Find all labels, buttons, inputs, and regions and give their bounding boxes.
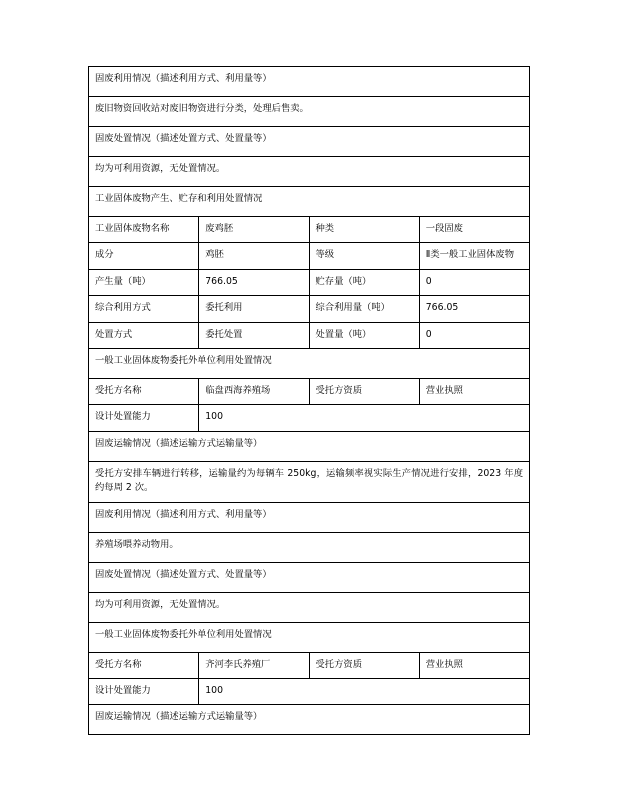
field-value: 0: [419, 322, 529, 348]
field-label: 设计处置能力: [89, 679, 199, 705]
table-row: [89, 67, 530, 97]
field-value: 临盘西海养殖场: [199, 379, 309, 405]
table-row: [89, 127, 530, 157]
field-value: 一段固废: [419, 217, 529, 243]
field-value: 766.05: [199, 269, 309, 295]
field-label: 综合利用量（吨）: [309, 296, 419, 322]
section-header: 固废运输情况（描述运输方式运输量等）: [89, 705, 530, 735]
field-label: 成分: [89, 243, 199, 269]
field-value: 0: [419, 269, 529, 295]
field-label: 处置方式: [89, 322, 199, 348]
table-row: [89, 405, 530, 431]
field-label: 等级: [309, 243, 419, 269]
field-label: 工业固体废物名称: [89, 217, 199, 243]
section-header: 固废利用情况（描述利用方式、利用量等）: [89, 67, 530, 97]
section-header: 固废运输情况（描述运输方式运输量等）: [89, 431, 530, 461]
field-value: 100: [199, 679, 530, 705]
table-row: [89, 243, 530, 269]
table-row: [89, 379, 530, 405]
table-row: [89, 296, 530, 322]
field-label: 受托方名称: [89, 652, 199, 678]
table-body: [89, 67, 530, 735]
table-row: [89, 217, 530, 243]
field-value: 齐河李氏养殖厂: [199, 652, 309, 678]
section-header: 固废处置情况（描述处置方式、处置量等）: [89, 562, 530, 592]
field-label: 受托方资质: [309, 379, 419, 405]
section-header: 固废利用情况（描述利用方式、利用量等）: [89, 502, 530, 532]
field-value: 委托处置: [199, 322, 309, 348]
table-row: [89, 157, 530, 187]
table-row: [89, 349, 530, 379]
field-value: 鸡胚: [199, 243, 309, 269]
table-row: [89, 431, 530, 461]
section-text: 均为可利用资源，无处置情况。: [89, 157, 530, 187]
section-header: 固废处置情况（描述处置方式、处置量等）: [89, 127, 530, 157]
field-label: 受托方名称: [89, 379, 199, 405]
section-header: 工业固体废物产生、贮存和利用处置情况: [89, 187, 530, 217]
section-paragraph: 受托方安排车辆进行转移，运输量约为每辆车 250kg，运输频率视实际生产情况进行安排，2023 年度 约每周 2 次。: [89, 461, 530, 502]
field-label: 设计处置能力: [89, 405, 199, 431]
section-header: 一般工业固体废物委托外单位利用处置情况: [89, 349, 530, 379]
field-value: Ⅱ类一般工业固体废物: [419, 243, 529, 269]
field-label: 贮存量（吨）: [309, 269, 419, 295]
field-label: 产生量（吨）: [89, 269, 199, 295]
table-row: [89, 269, 530, 295]
table-row: [89, 679, 530, 705]
table-row: [89, 705, 530, 735]
table-row: [89, 187, 530, 217]
table-row: [89, 622, 530, 652]
field-value: 100: [199, 405, 530, 431]
section-text: 均为可利用资源，无处置情况。: [89, 592, 530, 622]
field-label: 综合利用方式: [89, 296, 199, 322]
field-label: 处置量（吨）: [309, 322, 419, 348]
field-label: 受托方资质: [309, 652, 419, 678]
field-value: 委托利用: [199, 296, 309, 322]
solid-waste-table: [88, 66, 530, 735]
table-row: [89, 532, 530, 562]
field-label: 种类: [309, 217, 419, 243]
table-row: [89, 562, 530, 592]
section-text: 养殖场喂养动物用。: [89, 532, 530, 562]
section-header: 一般工业固体废物委托外单位利用处置情况: [89, 622, 530, 652]
table-row: [89, 461, 530, 502]
table-row: [89, 652, 530, 678]
field-value: 营业执照: [419, 652, 529, 678]
field-value: 营业执照: [419, 379, 529, 405]
table-row: [89, 592, 530, 622]
table-row: [89, 97, 530, 127]
section-text: 废旧物资回收站对废旧物资进行分类，处理后售卖。: [89, 97, 530, 127]
field-value: 废鸡胚: [199, 217, 309, 243]
table-row: [89, 322, 530, 348]
field-value: 766.05: [419, 296, 529, 322]
table-row: [89, 502, 530, 532]
